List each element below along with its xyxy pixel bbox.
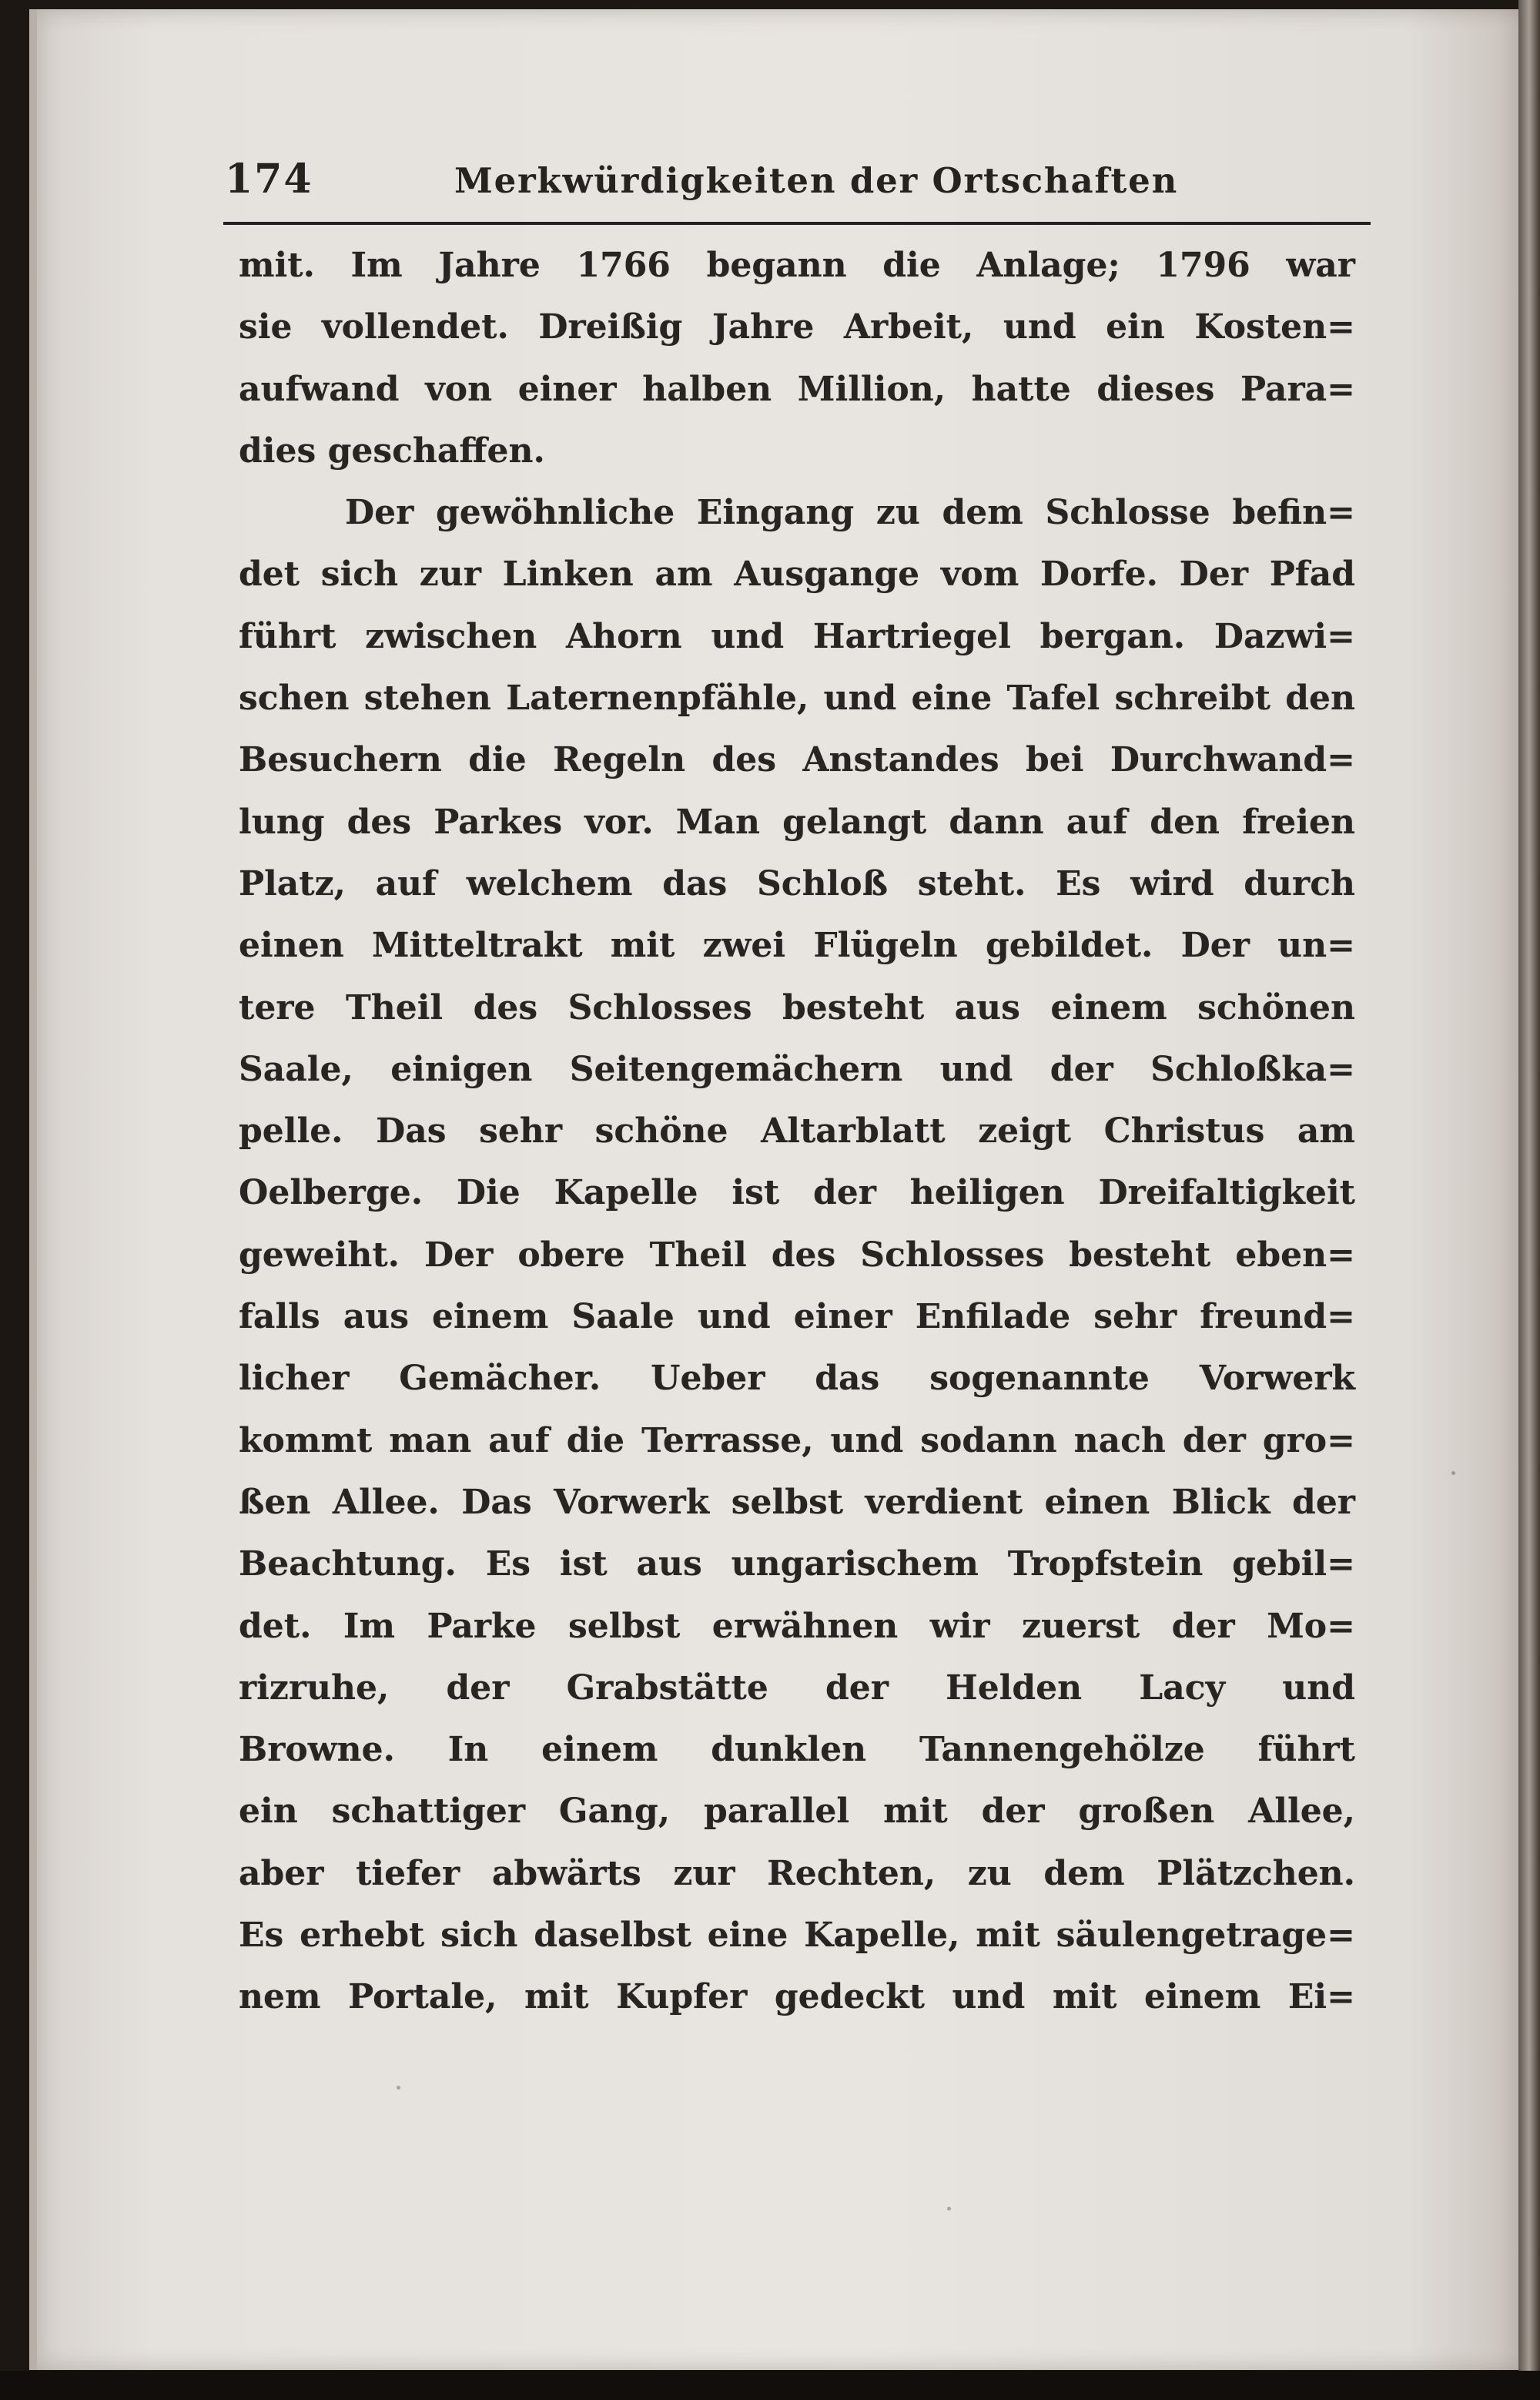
text-line: ßen Allee. Das Vorwerk selbst verdient einen Blick der [239, 1482, 1355, 1522]
text-line: aufwand von einer halben Million, hatte dieses Para= [239, 369, 1355, 409]
scan-bottom-border [0, 2371, 1540, 2400]
text-line: schen stehen Laternenpfähle, und eine Tafel schreibt den [239, 679, 1355, 719]
text-line: tere Theil des Schlosses besteht aus einem schönen [239, 987, 1355, 1027]
text-line: pelle. Das sehr schöne Altarblatt zeigt Christus am [239, 1111, 1355, 1151]
text-line: licher Gemächer. Ueber das sogenannte Vorwerk [239, 1359, 1355, 1399]
text-line: mit. Im Jahre 1766 begann die Anlage; 1796 war [239, 246, 1355, 285]
paragraph-start-line: Der gewöhnliche Eingang zu dem Schlosse befin= [345, 493, 1355, 533]
text-line: ein schattiger Gang, parallel mit der großen Allee, [239, 1792, 1355, 1832]
paper-speck [1451, 1471, 1455, 1475]
text-line: Es erhebt sich daselbst eine Kapelle, mit säulengetrage= [239, 1916, 1355, 1956]
text-line: dies geschaffen. [239, 431, 545, 471]
text-line: Besuchern die Regeln des Anstandes bei Durchwand= [239, 740, 1355, 780]
text-line: lung des Parkes vor. Man gelangt dann auf den freien [239, 802, 1355, 842]
text-line: führt zwischen Ahorn und Hartriegel bergan. Dazwi= [239, 616, 1355, 656]
running-head: Merkwürdigkeiten der Ortschaften [454, 160, 1179, 201]
text-line: Platz, auf welchem das Schloß steht. Es wird durch [239, 863, 1355, 903]
text-line: einen Mitteltrakt mit zwei Flügeln gebildet. Der un= [239, 926, 1355, 966]
text-line: Beachtung. Es ist aus ungarischem Tropfstein gebil= [239, 1544, 1355, 1584]
text-line: rizruhe, der Grabstätte der Helden Lacy und [239, 1668, 1355, 1708]
text-line: falls aus einem Saale und einer Enfilade sehr freund= [239, 1297, 1355, 1337]
text-line: Oelberge. Die Kapelle ist der heiligen Dreifaltigkeit [239, 1173, 1355, 1213]
body-text [239, 235, 1355, 2029]
text-line: Saale, einigen Seitengemächern und der Schloßka= [239, 1049, 1355, 1089]
text-line: sie vollendet. Dreißig Jahre Arbeit, und ein Kosten= [239, 307, 1355, 347]
paper-speck [947, 2207, 951, 2211]
text-line: aber tiefer abwärts zur Rechten, zu dem Plätzchen. [239, 1853, 1355, 1893]
text-line: kommt man auf die Terrasse, und sodann nach der gro= [239, 1420, 1355, 1460]
book-cover-edge [1518, 0, 1540, 2400]
text-line: det. Im Parke selbst erwähnen wir zuerst der Mo= [239, 1606, 1355, 1646]
text-line: det sich zur Linken am Ausgange vom Dorfe. Der Pfad [239, 555, 1355, 595]
text-line: nem Portale, mit Kupfer gedeckt und mit einem Ei= [239, 1977, 1355, 2017]
page-header [223, 154, 1371, 225]
paper-speck [397, 2086, 400, 2090]
page-number: 174 [225, 156, 313, 203]
text-line: geweiht. Der obere Theil des Schlosses besteht eben= [239, 1235, 1355, 1275]
text-line: Browne. In einem dunklen Tannengehölze führt [239, 1730, 1355, 1770]
